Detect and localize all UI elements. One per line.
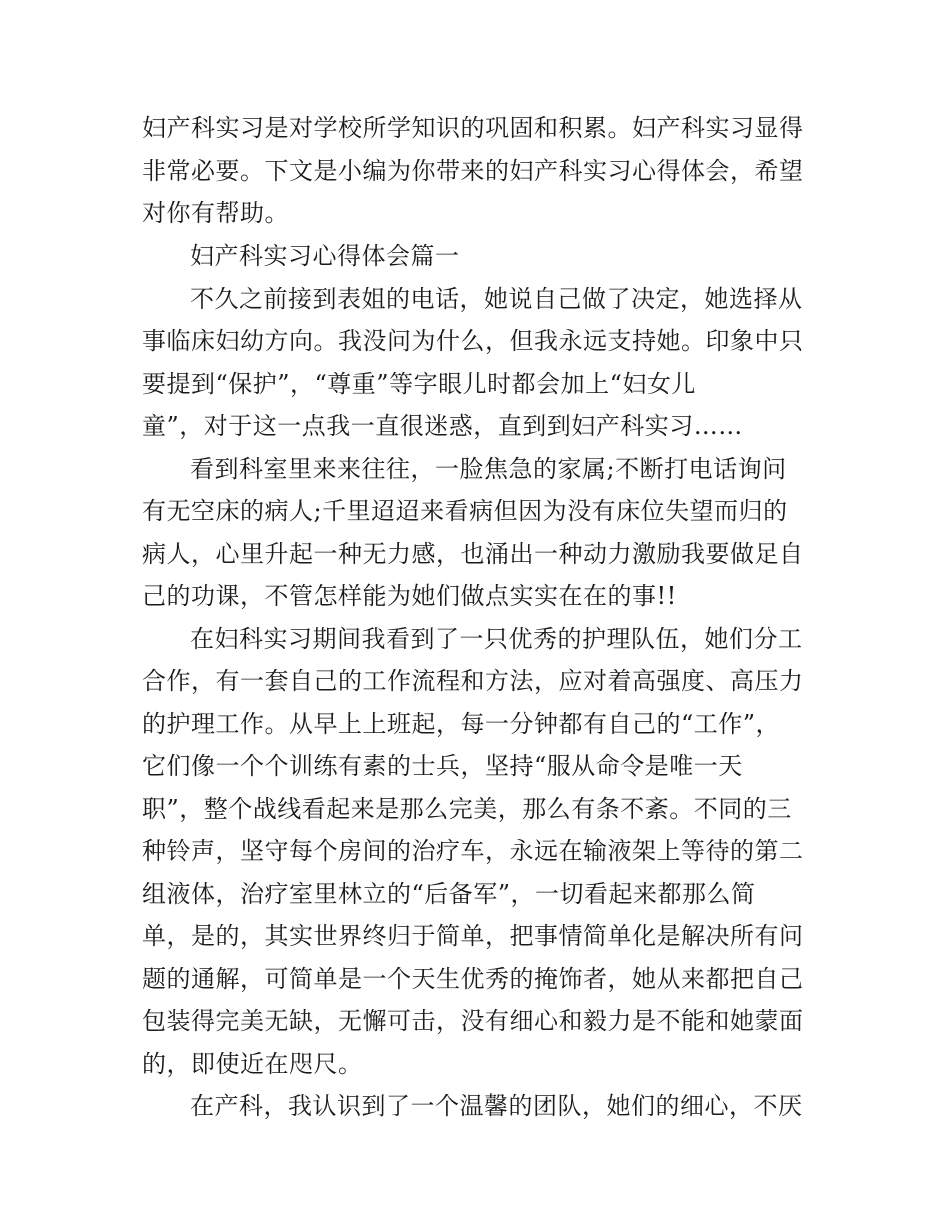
text-line: 要提到“保护”，“尊重”等字眼儿时都会加上“妇女儿 [142,370,696,398]
text-line: 组液体，治疗室里林立的“后备军”，一切看起来都那么简 [142,880,756,908]
text-line: 看到科室里来来往往，一脸焦急的家属;不断打电话询问 [190,455,787,483]
text-line: 非常必要。下文是小编为你带来的妇产科实习心得体会，希望 [142,157,804,185]
text-line: 童”，对于这一点我一直很迷惑，直到到妇产科实习…… [142,412,743,440]
text-line: 合作，有一套自己的工作流程和方法，应对着高强度、高压力 [142,667,804,695]
text-line: 对你有帮助。 [142,199,289,227]
text-line: 不久之前接到表姐的电话，她说自己做了决定，她选择从 [190,285,803,313]
text-line: 的，即使近在咫尺。 [142,1050,363,1078]
text-line: 它们像一个个训练有素的士兵，坚持“服从命令是唯一天 [142,752,743,780]
text-line: 的护理工作。从早上上班起，每一分钟都有自己的“工作”， [142,710,781,738]
text-line: 单，是的，其实世界终归于简单，把事情简单化是解决所有问 [142,922,804,950]
text-line: 职”，整个战线看起来是那么完美，那么有条不紊。不同的三 [142,795,792,823]
text-line: 己的功课，不管怎样能为她们做点实实在在的事!! [142,582,677,610]
text-line: 病人，心里升起一种无力感，也涌出一种动力激励我要做足自 [142,540,804,568]
text-line: 在妇科实习期间我看到了一只优秀的护理队伍，她们分工 [190,625,803,653]
text-line: 有无空床的病人;千里迢迢来看病但因为没有床位失望而归的 [142,497,788,525]
text-line: 事临床妇幼方向。我没问为什么，但我永远支持她。印象中只 [142,327,804,355]
text-line: 包装得完美无缺，无懈可击，没有细心和毅力是不能和她蒙面 [142,1007,804,1035]
text-line: 在产科，我认识到了一个温馨的团队，她们的细心，不厌 [190,1092,803,1120]
text-line: 妇产科实习是对学校所学知识的巩固和积累。妇产科实习显得 [142,114,804,142]
text-line: 题的通解，可简单是一个天生优秀的掩饰者，她从来都把自己 [142,965,804,993]
section-heading: 妇产科实习心得体会篇一 [190,242,460,270]
text-line: 种铃声，坚守每个房间的治疗车，永远在输液架上等待的第二 [142,837,804,865]
